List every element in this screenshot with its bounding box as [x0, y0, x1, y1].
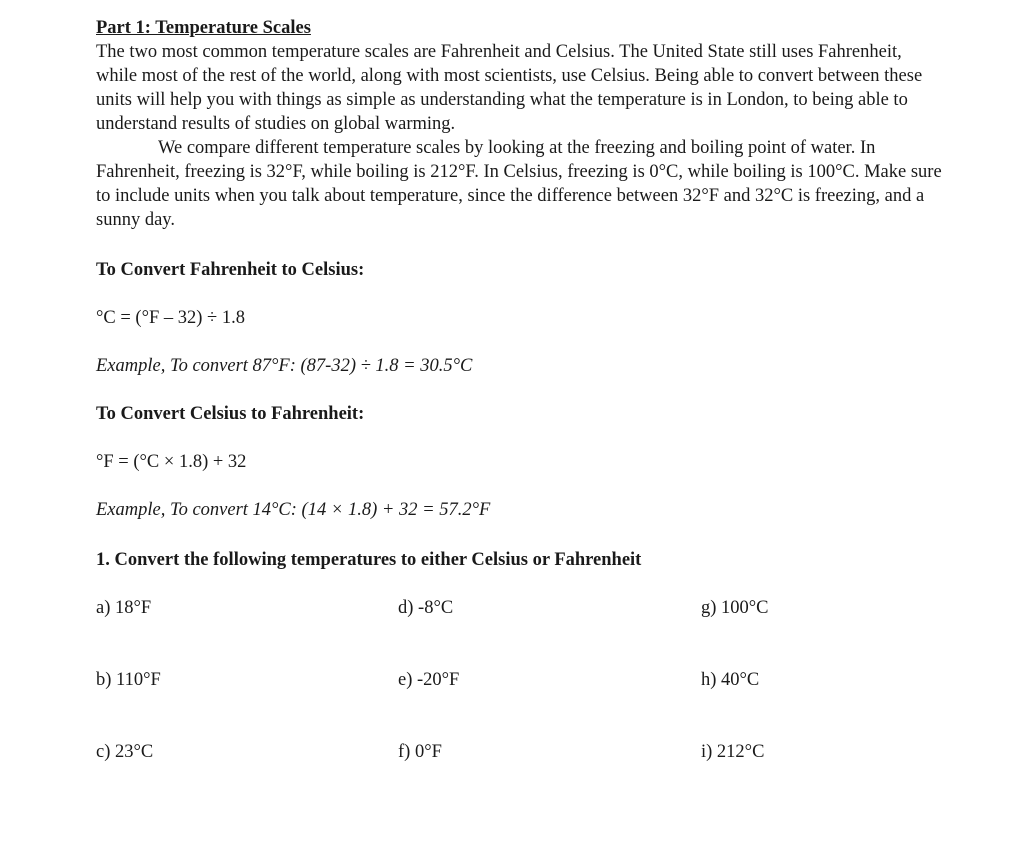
- c-to-f-title: To Convert Celsius to Fahrenheit:: [96, 404, 365, 424]
- intro-paragraph: The two most common temperature scales are Fahrenheit and Celsius. The United State still uses Fahrenheit, while most of the rest of the world, along with most scientists, use Celsius. Being able to convert between these units will help you with things as simple as understanding what the temperature is in London, to being able to understand results of studies on global warming.: [96, 42, 923, 134]
- worksheet-page: [96, 16, 946, 762]
- question-title: 1. Convert the following temperatures to either Celsius or Fahrenheit: [96, 550, 642, 570]
- question-item-f: f) 0°F: [398, 742, 442, 762]
- question-item-d: d) -8°C: [398, 598, 454, 618]
- question-item-h: h) 40°C: [701, 670, 760, 690]
- f-to-c-example: Example, To convert 87°F: (87-32) ÷ 1.8 = 30.5°C: [96, 356, 473, 376]
- question-item-e: e) -20°F: [398, 670, 460, 690]
- f-to-c-title: To Convert Fahrenheit to Celsius:: [96, 260, 365, 280]
- c-to-f-formula: °F = (°C × 1.8) + 32: [96, 452, 247, 472]
- question-item-g: g) 100°C: [701, 598, 769, 618]
- freezing-boiling-paragraph: We compare different temperature scales by looking at the freezing and boiling point of water. In Fahrenheit, freezing is 32°F, while boiling is 212°F. In Celsius, freezing is 0°C, while boiling is 100°C. Make sure to include units when you talk about temperature, since the difference between 32°F and 32°C is freezing, and a sunny day.: [96, 138, 942, 230]
- question-item-a: a) 18°F: [96, 598, 152, 618]
- part-heading: Part 1: Temperature Scales: [96, 18, 311, 38]
- c-to-f-example: Example, To convert 14°C: (14 × 1.8) + 32 = 57.2°F: [96, 500, 491, 520]
- question-item-c: c) 23°C: [96, 742, 154, 762]
- f-to-c-formula: °C = (°F – 32) ÷ 1.8: [96, 308, 245, 328]
- question-item-b: b) 110°F: [96, 670, 161, 690]
- question-item-i: i) 212°C: [701, 742, 765, 762]
